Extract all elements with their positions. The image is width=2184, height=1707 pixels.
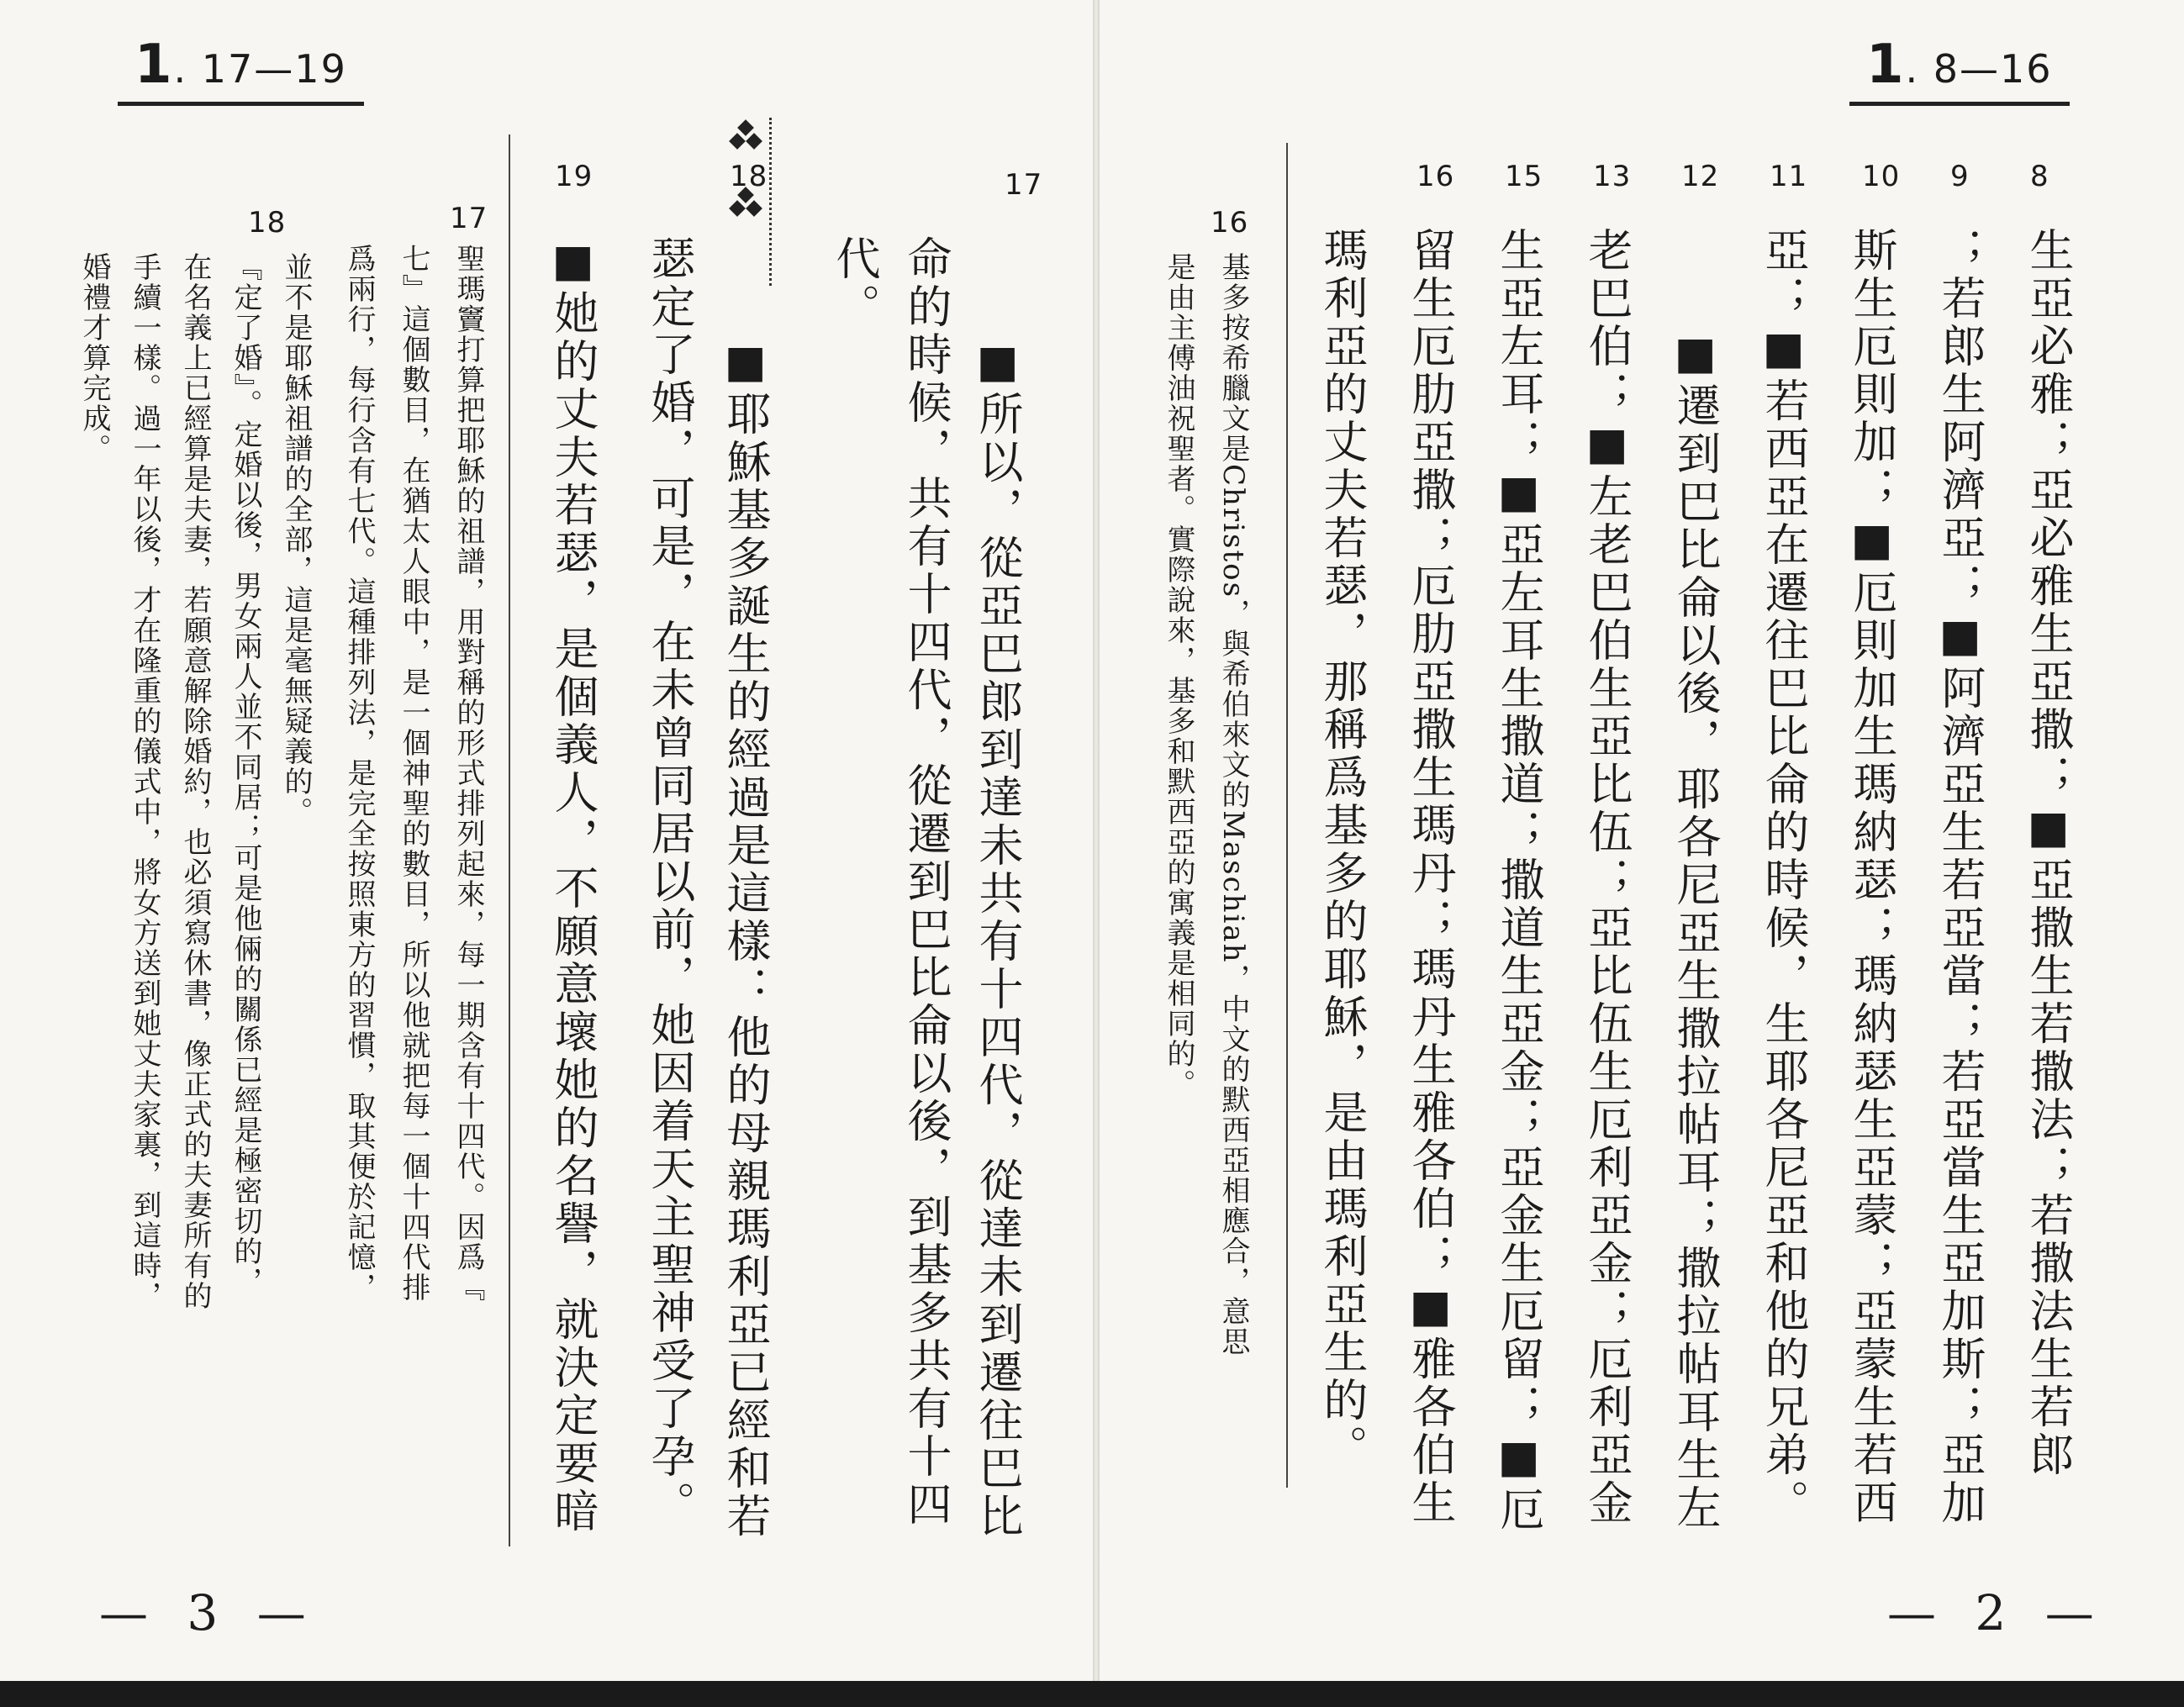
note-column: 七』這個數目，在猶太人眼中，是一個神聖的數目，所以他就把每一個十四代排 [397,244,430,1303]
right-page-header [1849,34,2070,106]
text-column: 生亞左耳；■亞左耳生撒道；撒道生亞金；亞金生厄留；■厄 [1493,227,1544,1534]
verse-number: 16 [1416,160,1455,193]
text-column: ■耶穌基多誕生的經過是這樣：他的母親瑪利亞已經和若 [720,336,771,1541]
verse-range: . 17—19 [173,46,347,92]
text-column: 老巴伯；■左老巴伯生亞比伍；亞比伍生厄利亞金；厄利亞金 [1581,227,1633,1527]
verse-number: 15 [1505,160,1543,193]
verse-number: 12 [1681,160,1720,193]
verse-number: 11 [1770,160,1808,193]
note-column: 爲兩行，每行含有七代。這種排列法，是完全按照東方的習慣，取其便於記憶， [342,244,376,1303]
text-column: 瑪利亞的丈夫若瑟，那稱爲基多的耶穌，是由瑪利亞生的。 [1316,227,1368,1473]
note-column: 手續一樣。過一年以後，才在隆重的儀式中，將女方送到她丈夫家裏，到這時， [128,252,161,1311]
right-page [1100,0,2184,1681]
text-column: ■她的丈夫若瑟，是個義人，不願意壞她的名譽，就決定要暗 [547,235,599,1536]
left-page-header [118,34,364,106]
text-column: 亞；■若西亞在遷往巴比侖的時候，生耶各尼亞和他的兄弟。 [1758,227,1809,1527]
chapter-number: 1 [1866,34,1906,96]
verse-range: . 8—16 [1905,46,2053,92]
text-column: ■遷到巴比侖以後，耶各尼亞生撒拉帖耳；撒拉帖耳生左 [1670,328,1721,1532]
text-column: 命的時候，共有十四代，從遷到巴比侖以後，到基多共有十四 [900,235,952,1529]
chapter-number: 1 [135,34,174,96]
note-number-18: 18 [248,206,287,240]
text-column: 生亞必雅；亞必雅生亞撒；■亞撒生若撒法；若撒法生若郎 [2023,227,2074,1479]
note-column: 並不是耶穌祖譜的全部，這是毫無疑義的。 [279,252,313,827]
note-column: 『定了婚』。定婚以後，男女兩人並不同居；可是他倆的關係已經是極密切的， [229,252,262,1297]
page-number-right: — 2 — [1887,1584,2106,1641]
verse-number: 9 [1950,160,1970,193]
text-column: 留生厄肋亞撒；厄肋亞撒生瑪丹；瑪丹生雅各伯；■雅各伯生 [1405,227,1456,1527]
text-column: 斯生厄則加；■厄則加生瑪納瑟；瑪納瑟生亞蒙；亞蒙生若西 [1846,227,1897,1527]
note-column: 聖瑪竇打算把耶穌的祖譜，用對稱的形式排列起來，每一期含有十四代。因爲『 [451,244,485,1303]
text-column: 瑟定了婚，可是，在未曾同居以前，她因着天主聖神受了孕。 [644,235,695,1529]
verse-number-19: 19 [555,160,593,193]
scan-bottom-edge [0,1681,2184,1707]
text-column: 代。 [829,235,880,331]
note-number-16: 16 [1211,206,1249,240]
verse-number: 8 [2030,160,2049,193]
verse-number: 13 [1593,160,1632,193]
verse-number: 10 [1862,160,1901,193]
note-number-17: 17 [450,202,488,235]
text-column: ；若郎生阿濟亞；■阿濟亞生若亞當；若亞當生亞加斯；亞加 [1934,227,1986,1527]
note-column: 是由主傅油祝聖者。實際說來，基多和默西亞的寓義是相同的。 [1162,252,1195,1099]
verse-number-18: 18 [730,160,768,193]
column-rule [509,134,510,1546]
section-wave-line [769,118,780,286]
note-column: 在名義上已經算是夫妻，若願意解除婚約，也必須寫休書，像正式的夫妻所有的 [178,252,212,1311]
book-gutter [1093,0,1100,1681]
note-column: 婚禮才算完成。 [77,252,111,464]
page-number-left: — 3 — [99,1584,318,1641]
note-column: 基多按希臘文是Christos，與希伯來文的Maschiah，中文的默西亞相應合，意思 [1216,252,1250,1357]
text-column: ■所以，從亞巴郎到達未共有十四代，從達未到遷往巴比 [972,336,1023,1541]
column-rule [1286,143,1288,1488]
verse-number-17: 17 [1005,168,1043,202]
